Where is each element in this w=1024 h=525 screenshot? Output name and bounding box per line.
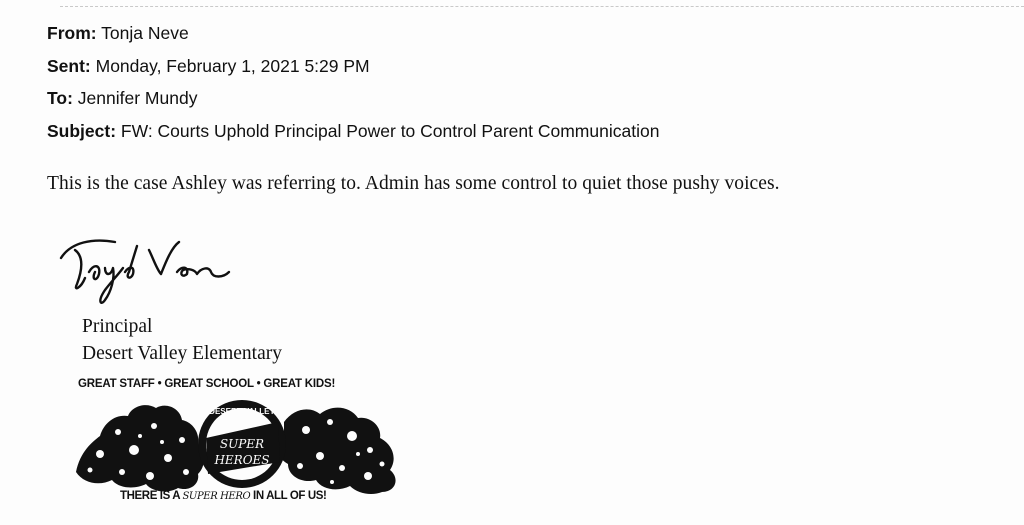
superheroes-emblem-icon [70, 392, 415, 496]
handwritten-signature [53, 228, 253, 310]
from-value: Tonja Neve [101, 23, 189, 43]
logo-tagline-top: GREAT STAFF • GREAT SCHOOL • GREAT KIDS! [78, 378, 336, 390]
logo-tagline-bottom-post: IN ALL OF US! [250, 490, 327, 502]
badge-arc-text: DESERT VALLEY [209, 407, 275, 416]
sent-row [47, 50, 659, 83]
signature-block [82, 313, 282, 367]
sent-label: Sent: [47, 55, 91, 76]
logo-tagline-bottom [120, 490, 326, 502]
badge-center-top-text: SUPER [219, 437, 265, 451]
from-row [47, 17, 659, 50]
to-row [47, 82, 659, 115]
badge-center-bottom-text: HEROES [214, 453, 270, 467]
logo-tagline-bottom-hand: SUPER HERO [182, 491, 251, 502]
subject-row [47, 115, 659, 148]
sent-value: Monday, February 1, 2021 5:29 PM [95, 55, 370, 76]
subject-value: FW: Courts Uphold Principal Power to Control Parent Communication [120, 120, 660, 141]
email-header [47, 17, 659, 147]
message-body: This is the case Ashley was referring to. Admin has some control to quiet those pushy voices. [47, 173, 780, 194]
signature-school: Desert Valley Elementary [82, 343, 282, 364]
logo-tagline-bottom-pre: THERE IS A [120, 490, 183, 502]
school-logo [70, 372, 415, 514]
signature-title: Principal [82, 316, 153, 337]
subject-label: Subject: [47, 120, 117, 141]
page-top-edge [60, 6, 1024, 7]
to-value: Jennifer Mundy [77, 88, 198, 108]
from-label: From: [47, 23, 97, 43]
to-label: To: [47, 88, 73, 108]
